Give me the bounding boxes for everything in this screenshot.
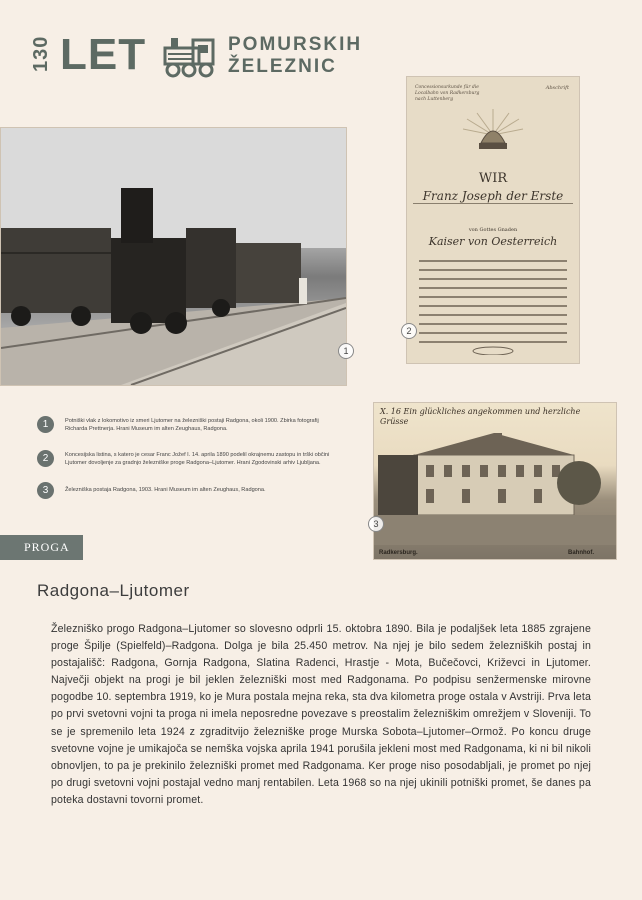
photo-train-station	[0, 127, 347, 386]
logo-name-line2: ŽELEZNIC	[228, 56, 337, 77]
body-text: Železniško progo Radgona–Ljutomer so slovesno odprli 15. oktobra 1890. Bila je podaljšek leta 1885 zgrajene proge Špilje (Spielfeld)–Radgona. Dolga je bila 25.450 metrov. Na njej je bilo sedem železniških postaj in postajališč: Radgona, Gornja Radgona, Slatina Radenci, Hrastje - Mota, Bučečovci, Križevci in Ljutomer. Največji objekt na progi je bil jeklen železniški most med Radgonama. Po podpisu senžermenske mirovne pogodbe 10. septembra 1919, ko je Mura postala mejna reka, sta dva kilometra proge ostala v Avstriji. Prva leta po prvi svetovni vojni ta proga ni imela neposredne povezave s preostalim železniškim omrežjem v Sloveniji. To se je spremenilo leta 1924 z zgraditvijo železniške proge Murska Sobota–Ljutomer–Ormož. Po koncu druge svetovne vojne je umikajoča se nemška vojska aprila 1941 porušila jekleni most med Radgonama, ki ni bil nikoli obnovljen, to pa je prekinilo železniški promet med Radgonama. Ker proge niso posodabljali, je promet po njej po drugi svetovni vojni postajal vedno manj rentabilen. Leta 1968 so na njej ukinili potniški promet, še danes pa poteka dostavni tovorni promet.	[51, 623, 591, 806]
document-gnade: von Gottes Gnaden	[468, 227, 518, 233]
postcard-left-label: Radkersburg.	[379, 550, 418, 556]
caption-2-text: Koncesijska listina, s katero je cesar Franc Jožef I. 14. aprila 1890 podelil okrajnemu zastopu in trški občini Ljutomer dovoljenje za gradnjo železniške proge Radgona–Ljutomer. Hrani Zgodovinski arhiv Ljubljana.	[65, 452, 330, 466]
train-illustration	[1, 128, 346, 385]
page-title: Radgona–Ljutomer	[37, 581, 190, 600]
section-tab: PROGA	[0, 535, 83, 560]
photo2-number: 2	[401, 323, 417, 339]
logo-word: LET	[60, 30, 147, 79]
crown-emblem-icon	[407, 105, 579, 165]
document-header-left: Concessionsurkunde für die Localbahn von Radkersburg nach Luttenberg	[415, 85, 480, 102]
document-wir: WIR	[478, 171, 508, 186]
caption-1-text: Potniški vlak z lokomotivo iz smeri Ljutomer na železniški postaji Radgona, okoli 1900. Zbirka fotografij Richarda Prettnerja. Hrani Museum im alten Zeughaus, Radgona.	[65, 418, 319, 432]
caption-3-text: Železniška postaja Radgona, 1903. Hrani Museum im alten Zeughaus, Radgona.	[65, 487, 266, 493]
photo-concession-document	[406, 76, 580, 364]
locomotive-icon	[163, 34, 219, 78]
caption-1	[37, 416, 337, 440]
logo-name-line1: POMURSKIH	[228, 34, 363, 55]
logo-number: 130	[30, 35, 52, 73]
postcard-right-label: Bahnhof.	[568, 550, 594, 556]
photo-station-postcard	[373, 402, 617, 560]
postcard-handwriting: X. 16 Ein glückliches angekommen und herzliche Grüsse	[380, 407, 581, 426]
logo	[30, 28, 363, 84]
photo3-number: 3	[368, 516, 384, 532]
document-script-lines	[407, 255, 579, 355]
document-emperor: Franz Joseph der Erste	[413, 189, 573, 204]
caption-1-number: 1	[37, 416, 54, 433]
caption-2-number: 2	[37, 450, 54, 467]
caption-3-number: 3	[37, 482, 54, 499]
photo1-number: 1	[338, 343, 354, 359]
caption-2	[37, 450, 337, 474]
document-kaiser: Kaiser von Oesterreich	[428, 235, 558, 248]
caption-3	[37, 482, 337, 502]
station-building-illustration	[374, 403, 616, 559]
document-header-right: Abschrift	[545, 85, 569, 91]
